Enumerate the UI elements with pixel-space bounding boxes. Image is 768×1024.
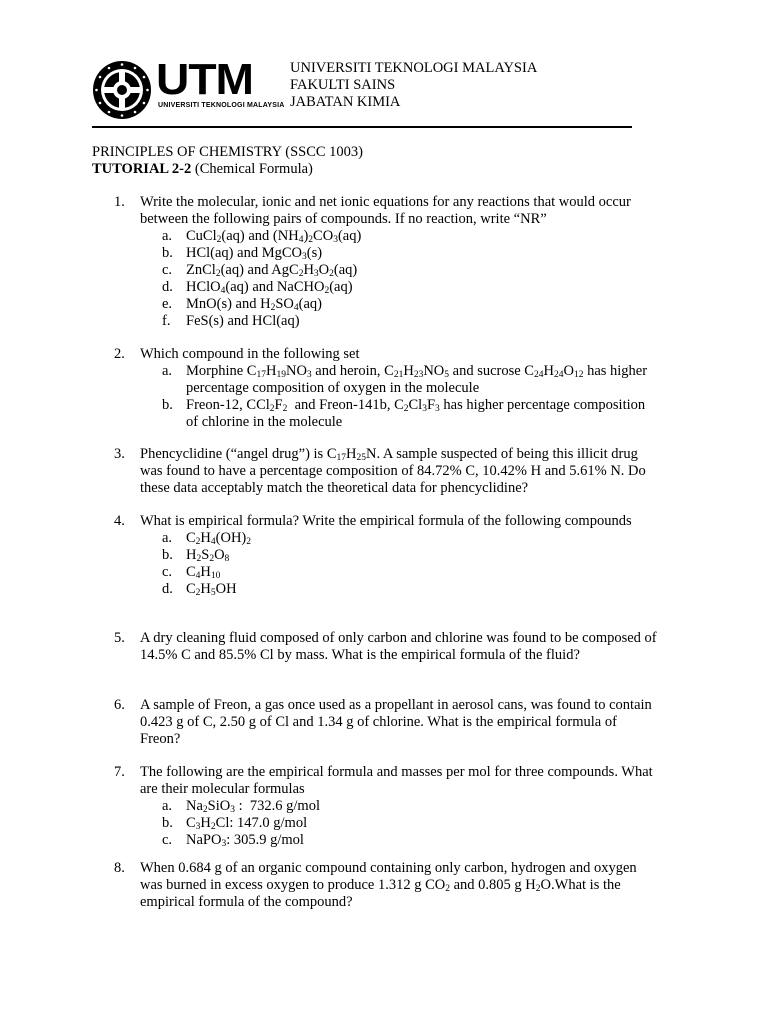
question-number: 8. — [114, 860, 125, 876]
sub-item-text: HClO$_4$(aq) and NaCHO$_2$(aq) — [186, 279, 353, 296]
question-text: Phencyclidine (“angel drug”) is $C_{17}H_{25}N$. A sample suspected of being this illicit drug was found to have a percentage composition of 84.72% C, 10.42% H and 5.61% N. Do these data acceptably match the theoretical data for phencyclidine? — [140, 446, 646, 496]
sub-item-label: c. — [162, 262, 173, 278]
question-sub-item — [140, 296, 660, 313]
question-text: A dry cleaning fluid composed of only carbon and chlorine was found to be composed of 14.5% C and 85.5% Cl by mass. What is the empirical formula of the fluid? — [140, 630, 657, 663]
question-sub-item — [140, 547, 660, 564]
letterhead — [92, 55, 632, 118]
question-4 — [114, 513, 660, 598]
header-divider — [92, 126, 632, 128]
sub-item-text: $C_2H_4(OH)_2$ — [186, 530, 252, 547]
sub-item-text: $C_3H_2Cl$: 147.0 g/mol — [186, 815, 308, 832]
question-number: 2. — [114, 346, 125, 362]
sub-item-label: a. — [162, 798, 173, 814]
question-sub-item — [140, 564, 660, 581]
sub-item-label: c. — [162, 832, 173, 848]
question-number: 4. — [114, 513, 125, 529]
question-text: Write the molecular, ionic and net ionic equations for any reactions that would occur between the following pairs of compounds. If no reaction, write “NR” — [140, 194, 631, 227]
logo-wordmark: UTM — [156, 55, 253, 104]
utm-emblem-icon — [92, 60, 152, 120]
sub-item-label: f. — [162, 313, 171, 329]
question-6 — [114, 697, 660, 748]
sub-item-label: e. — [162, 296, 173, 312]
sub-item-text: Morphine $C_{17}H_{19}NO_3$ and heroin, $C_{21}H_{23}NO_5$ and sucrose $C_{24}H_{24}O_{12}$ has higher percentage composition of oxygen in the molecule — [186, 363, 648, 396]
faculty-name: FAKULTI SAINS — [290, 77, 396, 93]
question-text: Which compound in the following set — [140, 346, 360, 362]
question-sub-item — [140, 397, 660, 431]
sub-item-text: HCl(aq) and MgCO$_3$(s) — [186, 245, 323, 262]
question-sub-item — [140, 279, 660, 296]
sub-item-label: a. — [162, 363, 173, 379]
question-number: 7. — [114, 764, 125, 780]
tutorial-title — [92, 161, 313, 178]
question-sub-item — [140, 228, 660, 245]
sub-item-text: ZnCl$_2$(aq) and $AgC_2H_3O_2(aq)$ — [186, 262, 358, 279]
question-number: 3. — [114, 446, 125, 462]
sub-item-text: FeS(s) and HCl(aq) — [186, 313, 300, 329]
logo-subtitle: UNIVERSITI TEKNOLOGI MALAYSIA — [158, 102, 285, 109]
tutorial-label: TUTORIAL 2-2 — [92, 161, 192, 177]
sub-item-label: b. — [162, 397, 173, 413]
sub-item-label: d. — [162, 279, 173, 295]
question-text: A sample of Freon, a gas once used as a propellant in aerosol cans, was found to contain 0.423 g of C, 2.50 g of Cl and 1.34 g of chlorine. What is the empirical formula of Freon? — [140, 697, 652, 747]
question-sub-item — [140, 245, 660, 262]
sub-item-label: d. — [162, 581, 173, 597]
question-number: 1. — [114, 194, 125, 210]
question-sub-item — [140, 798, 660, 815]
sub-item-text: Freon-12, $CCl_2F_2$ and Freon-141b, $C_2Cl_3F_3$ has higher percentage composition of chlorine in the molecule — [186, 397, 646, 430]
question-number: 6. — [114, 697, 125, 713]
question-sub-item — [140, 815, 660, 832]
question-2 — [114, 346, 660, 431]
sub-item-text: MnO(s) and $H_2SO_4(aq)$ — [186, 296, 322, 313]
question-7 — [114, 764, 660, 849]
question-number: 5. — [114, 630, 125, 646]
sub-item-label: c. — [162, 564, 173, 580]
department-name: JABATAN KIMIA — [290, 94, 401, 110]
question-sub-item — [140, 313, 660, 330]
question-5 — [114, 630, 660, 664]
sub-item-text: NaPO$_3$: 305.9 g/mol — [186, 832, 304, 849]
sub-item-text: CuCl$_2$(aq) and $(NH_4)_2CO_3(aq)$ — [186, 228, 362, 245]
university-name: UNIVERSITI TEKNOLOGI MALAYSIA — [290, 60, 538, 76]
question-sub-item — [140, 363, 660, 397]
sub-item-label: a. — [162, 530, 173, 546]
question-sub-item — [140, 530, 660, 547]
sub-item-text: $C_4H_{10}$ — [186, 564, 221, 581]
question-text: What is empirical formula? Write the empirical formula of the following compounds — [140, 513, 632, 529]
sub-item-label: b. — [162, 815, 173, 831]
question-3 — [114, 446, 660, 497]
institution-block — [290, 60, 537, 111]
question-text: When 0.684 g of an organic compound containing only carbon, hydrogen and oxygen was burned in excess oxygen to produce 1.312 g $CO_2$ and 0.805 g $H_2O.What$ is the empirical formula of the compound? — [140, 860, 637, 910]
question-text: The following are the empirical formula and masses per mol for three compounds. What are their molecular formulas — [140, 764, 653, 797]
question-sub-item — [140, 832, 660, 849]
sub-item-text: $C_2H_5OH$ — [186, 581, 237, 598]
sub-item-label: b. — [162, 245, 173, 261]
sub-item-text: $Na_2SiO_3$ : 732.6 g/mol — [186, 798, 320, 815]
question-sub-item — [140, 262, 660, 279]
question-1 — [114, 194, 660, 330]
sub-item-label: b. — [162, 547, 173, 563]
course-title: PRINCIPLES OF CHEMISTRY (SSCC 1003) — [92, 144, 363, 160]
sub-item-label: a. — [162, 228, 173, 244]
sub-item-text: $H_2S_2O_8$ — [186, 547, 230, 564]
question-8 — [114, 860, 660, 911]
question-sub-item — [140, 581, 660, 598]
tutorial-subtitle: (Chemical Formula) — [194, 161, 313, 177]
